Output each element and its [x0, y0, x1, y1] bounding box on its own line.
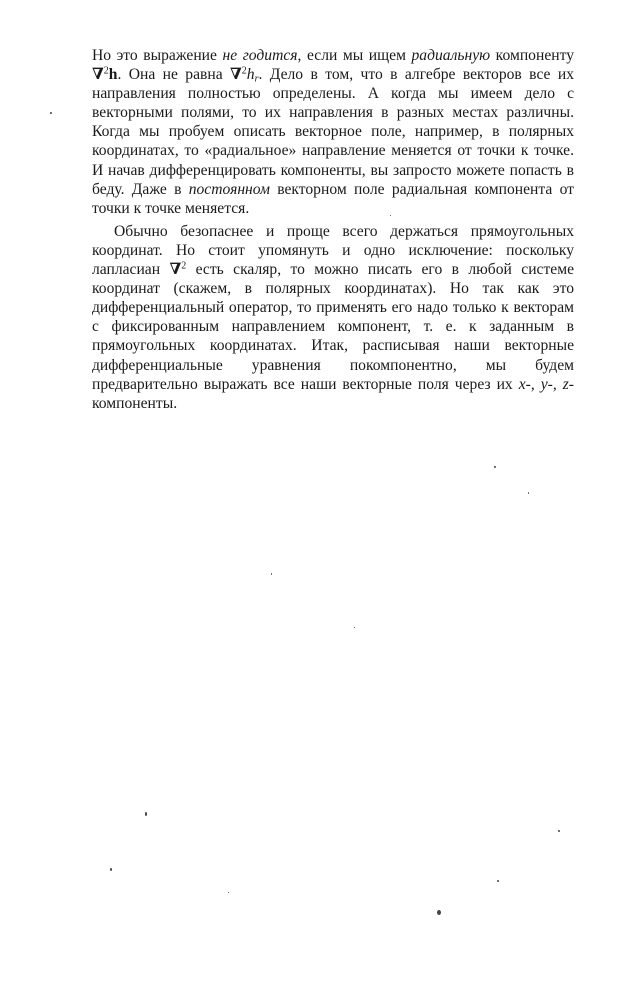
scan-speck [494, 466, 496, 468]
text-run: есть скаляр, то можно писать его в любой системе координат (скажем, в полярных координатах). Но так как это дифференциальный оператор, то применять его надо только к векторам с фиксированным направлением компонент, т. е. к заданным в прямоугольных координатах. Итак, расписывая наши векторные дифференциальные уравнения покомпонентно, мы будем предварительно выражать все наши векторные поля через их [92, 261, 574, 393]
scan-speck [145, 812, 147, 816]
scan-speck [528, 492, 529, 494]
paragraph-2 [92, 222, 574, 413]
text-run: Обычно безопаснее и проще всего держаться прямоугольных координат. Но стоит упомянуть и одно исключение: поскольку лапласиан [92, 222, 574, 279]
text-run: , если мы ищем [297, 47, 412, 64]
text-run: компоненту [490, 47, 574, 64]
scan-speck [271, 573, 272, 575]
superscript: 2 [103, 65, 109, 77]
scan-speck [497, 880, 499, 882]
scan-speck [228, 892, 229, 893]
nabla-symbol: ∇ [92, 66, 104, 84]
page-text-block [92, 46, 574, 413]
vector-h: h [108, 66, 118, 84]
scan-speck [50, 112, 52, 114]
text-run: -компоненты. [92, 375, 574, 412]
text-run: Но это выражение [92, 47, 223, 64]
text-run: векторном поле радиальная компонента от точки к точке меняется. [92, 180, 574, 217]
scan-speck [390, 215, 391, 216]
subscript: r [254, 73, 259, 85]
scan-speck [437, 910, 441, 915]
text-run: -, [525, 375, 541, 393]
italic-var: x [518, 375, 526, 393]
scalar-h: h [246, 66, 255, 84]
scan-speck [558, 830, 560, 832]
scan-speck [354, 627, 355, 628]
paragraph-1 [92, 46, 574, 218]
italic-var: z [562, 375, 569, 393]
italic-run: радиальную [411, 47, 491, 64]
text-run: . Она не равна [117, 66, 231, 84]
superscript: 2 [181, 260, 187, 272]
italic-var: y [540, 375, 548, 393]
italic-run: постоянном [188, 180, 270, 198]
text-run: -, [547, 375, 563, 393]
text-run: . Дело в том, что в алгебре векторов все их направления полностью определены. А когда мы имеем дело с векторными полями, то их направления в разных местах различны. Когда мы пробуем описать векторное поле, например, в полярных координатах, то «радиальное» направление меняется от точки к точке. И начав дифференцировать компоненты, вы запросто можете попасть в беду. Даже в [92, 66, 575, 198]
scan-speck [110, 868, 112, 871]
nabla-symbol: ∇ [230, 66, 242, 84]
italic-run: не годится [222, 47, 298, 64]
superscript: 2 [241, 65, 247, 77]
nabla-symbol: ∇ [169, 261, 182, 279]
